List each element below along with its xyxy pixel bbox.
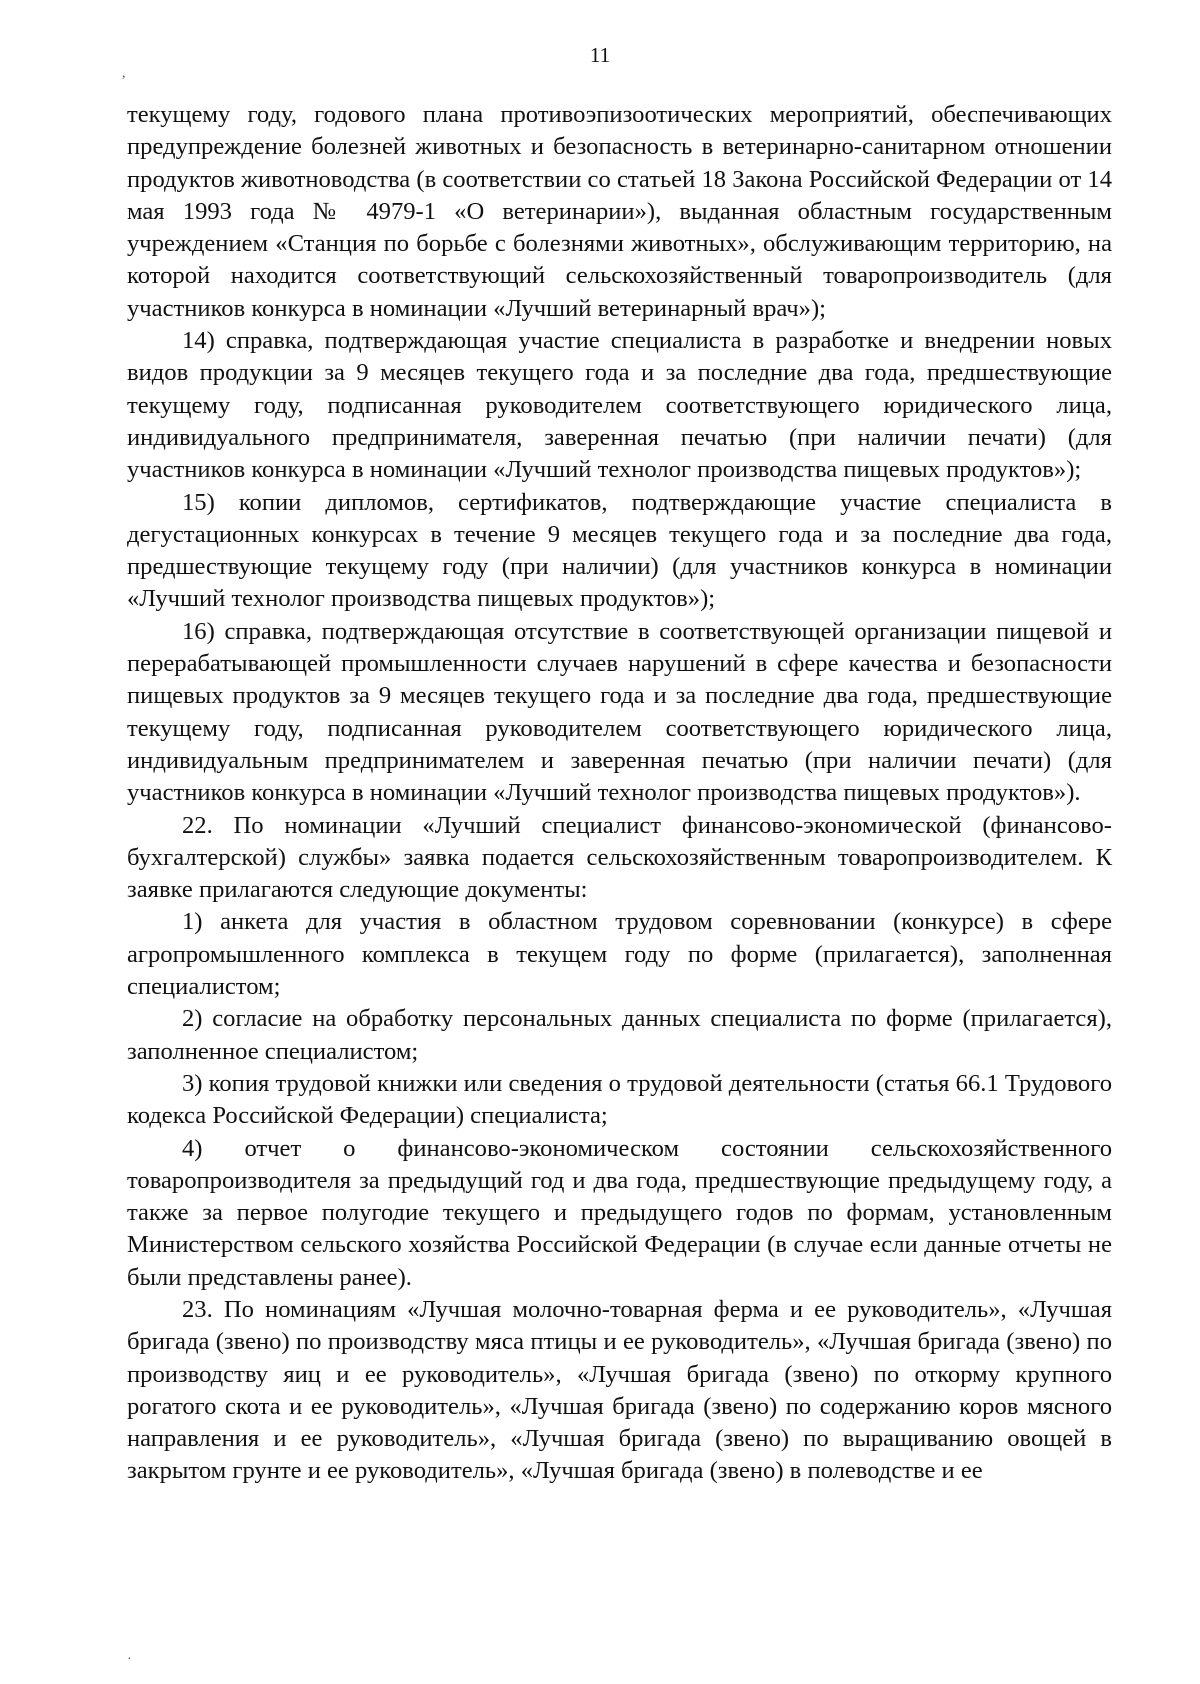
scan-artifact-mark: , — [122, 66, 126, 81]
document-body — [127, 99, 1112, 1488]
paragraph-clause-22-item-3: 3) копия трудовой книжки или сведения о трудовой деятельности (статья 66.1 Трудового кодекса Российской Федерации) специалиста; — [127, 1069, 1112, 1130]
paragraph-13-continuation: текущему году, годового плана противоэпизоотических мероприятий, обеспечивающих предупреждение болезней животных и безопасность в ветеринарно-санитарном отношении продуктов животноводства (в соответствии со статьей 18 Закона Российской Федерации от 14 мая 1993 года № 4979-1 «О ветеринарии»), выданная областным государственным учреждением «Станция по борьбе с болезнями животных», обслуживающим территорию, на которой находится соответствующий сельскохозяйственный товаропроизводитель (для участников конкурса в номинации «Лучший ветеринарный врач»); — [127, 101, 1112, 322]
paragraph-clause-22: 22. По номинации «Лучший специалист финансово-экономической (финансово-бухгалтерской) службы» заявка подается сельскохозяйственным товаропроизводителем. К заявке прилагаются следующие документы: — [127, 811, 1112, 904]
paragraph-clause-23: 23. По номинациям «Лучшая молочно-товарная ферма и ее руководитель», «Лучшая бригада (звено) по производству мяса птицы и ее руководитель», «Лучшая бригада (звено) по производству яиц и ее руководитель», «Лучшая бригада (звено) по откорму крупного рогатого скота и ее руководитель», «Лучшая бригада (звено) по содержанию коров мясного направления и ее руководитель», «Лучшая бригада (звено) по выращиванию овощей в закрытом грунте и ее руководитель», «Лучшая бригада (звено) в полеводстве и ее — [127, 1295, 1112, 1485]
paragraph-item-16: 16) справка, подтверждающая отсутствие в соответствующей организации пищевой и перерабатывающей промышленности случаев нарушений в сфере качества и безопасности пищевых продуктов за 9 месяцев текущего года и за последние два года, предшествующие текущему году, подписанная руководителем соответствующего юридического лица, индивидуальным предпринимателем и заверенная печатью (при наличии печати) (для участников конкурса в номинации «Лучший технолог производства пищевых продуктов»). — [127, 617, 1112, 807]
paragraph-clause-22-item-1: 1) анкета для участия в областном трудовом соревновании (конкурсе) в сфере агропромышленного комплекса в текущем году по форме (прилагается), заполненная специалистом; — [127, 908, 1112, 1001]
page-number: 11 — [589, 43, 611, 67]
paragraph-item-15: 15) копии дипломов, сертификатов, подтверждающие участие специалиста в дегустационных конкурсах в течение 9 месяцев текущего года и за последние два года, предшествующие текущему году (при наличии) (для участников конкурса в номинации «Лучший технолог производства пищевых продуктов»); — [127, 488, 1112, 613]
scan-artifact-dot: · — [127, 1652, 132, 1667]
paragraph-item-14: 14) справка, подтверждающая участие специалиста в разработке и внедрении новых видов продукции за 9 месяцев текущего года и за последние два года, предшествующие текущему году, подписанная руководителем соответствующего юридического лица, индивидуального предпринимателя, заверенная печатью (при наличии печати) (для участников конкурса в номинации «Лучший технолог производства пищевых продуктов»); — [127, 327, 1112, 484]
paragraph-clause-22-item-4: 4) отчет о финансово-экономическом состоянии сельскохозяйственного товаропроизводителя за предыдущий год и два года, предшествующие предыдущему году, а также за первое полугодие текущего и предыдущего годов по формам, установленным Министерством сельского хозяйства Российской Федерации (в случае если данные отчеты не были представлены ранее). — [127, 1134, 1112, 1291]
paragraph-clause-22-item-2: 2) согласие на обработку персональных данных специалиста по форме (прилагается), заполненное специалистом; — [127, 1005, 1112, 1065]
